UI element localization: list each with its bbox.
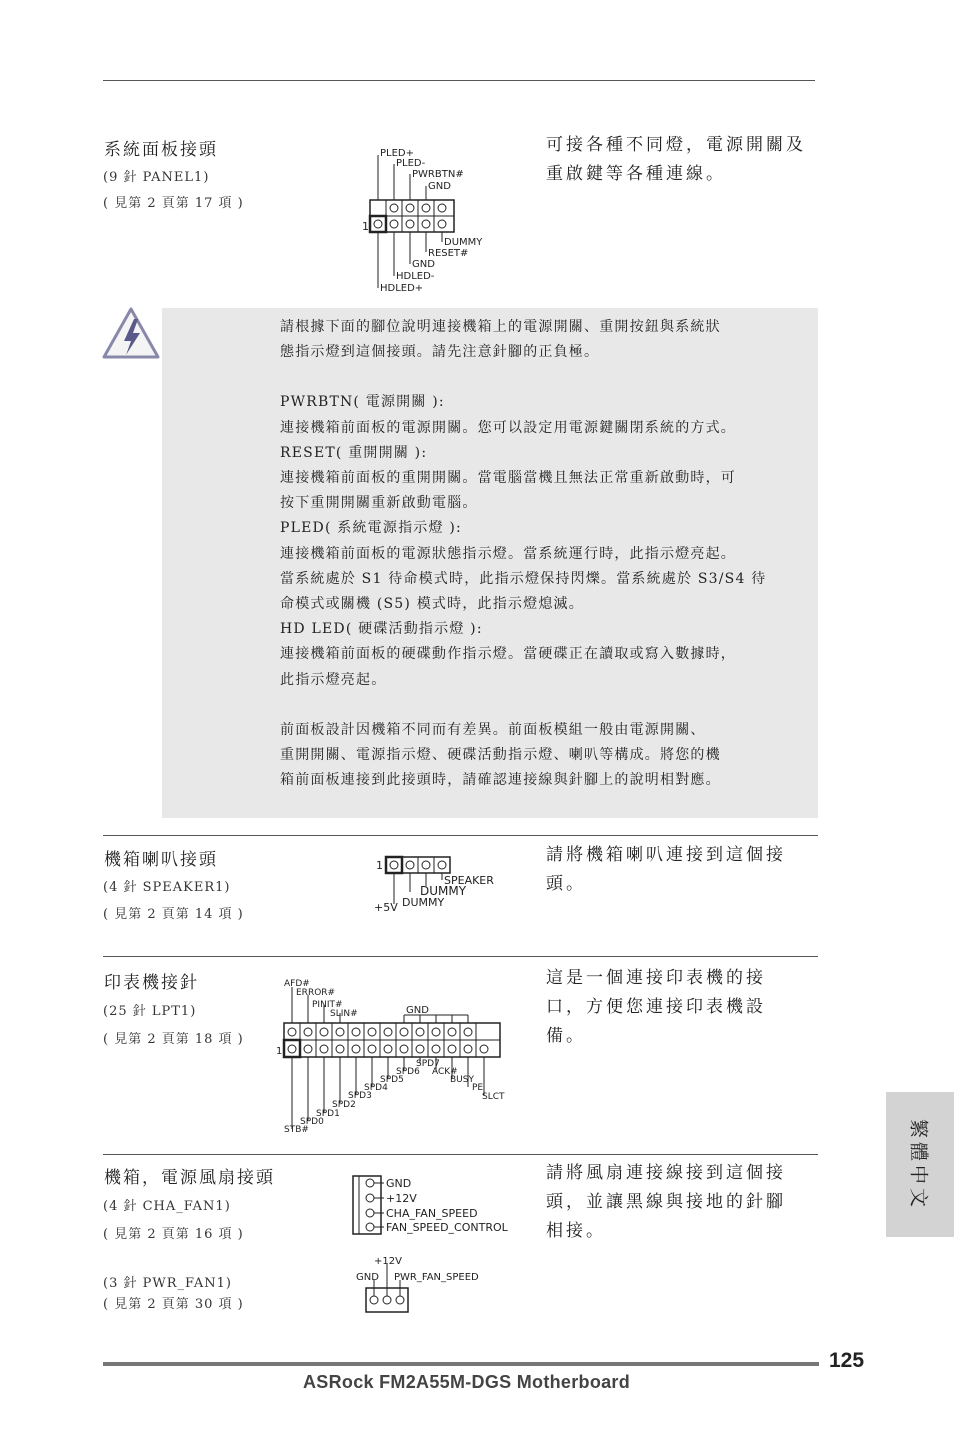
label-spd5: SPD5 [380,1075,404,1085]
fan-pins: (4 針 CHA_FAN1) [103,1199,231,1214]
label-pwr-gnd: GND [356,1272,379,1283]
speaker-divider [103,835,818,836]
label-error: ERROR# [296,988,336,998]
fan-desc-line: 頭，並讓黑線與接地的針腳 [546,1192,786,1212]
label-fan-speed-control: FAN_SPEED_CONTROL [386,1221,508,1234]
top-divider [103,80,815,81]
panel-desc-line: 可接各種不同燈，電源開關及 [546,135,806,155]
warning-icon [100,305,162,365]
note-line: 連接機箱前面板的硬碟動作指示燈。當硬碟正在讀取或寫入數據時， [280,646,736,663]
label-dummy-2: DUMMY [402,896,445,909]
speaker-pins: (4 針 SPEAKER1) [103,880,231,895]
note-heading-pled: PLED( 系統電源指示燈 ): [280,520,462,537]
label-stb: STB# [284,1125,309,1135]
label-gnd-top: GND [428,181,451,192]
label-cha-fan-speed: CHA_FAN_SPEED [386,1207,478,1220]
panel-description [546,131,806,189]
label-busy: BUSY [450,1075,474,1085]
label-slin: SLIN# [330,1009,358,1019]
page-number: 125 [829,1349,865,1372]
printer-title: 印表機接針 [104,973,199,993]
label-pled-minus: PLED- [396,158,426,169]
language-side-tab [886,1092,954,1237]
label-gnd: GND [406,1005,429,1016]
panel-ref: ( 見第 2 頁第 17 項 ) [103,196,244,211]
printer-description [546,964,766,1051]
note-line: 命模式或關機 (S5) 模式時，此指示燈熄滅。 [280,596,584,613]
label-speaker: SPEAKER [444,874,494,887]
label-pwr-12v: +12V [374,1256,402,1267]
printer-desc-line: 口，方便您連接印表機設 [546,997,766,1017]
panel-desc-line: 重啟鍵等各種連線。 [546,164,726,184]
footer-title: ASRock FM2A55M-DGS Motherboard [303,1372,631,1392]
label-dummy-1: DUMMY [420,884,467,898]
label-pin1: 1 [362,220,369,233]
label-hdled-plus: HDLED+ [380,283,424,294]
label-pled-plus: PLED+ [380,148,414,159]
fan-title: 機箱，電源風扇接頭 [104,1168,275,1188]
note-text [280,315,810,793]
speaker-pin1: 1 [376,859,383,872]
speaker-ref: ( 見第 2 頁第 14 項 ) [103,907,244,922]
pwr-fan-header-diagram [350,1252,490,1318]
fan-description [546,1159,786,1246]
label-gnd-bottom: GND [412,259,435,270]
panel-pins: (9 針 PANEL1) [103,170,210,185]
speaker-desc-line: 請將機箱喇叭連接到這個接 [546,845,786,865]
printer-desc-line: 這是一個連接印表機的接 [546,968,766,988]
label-fan-12v: +12V [386,1192,417,1205]
label-pwrbtn: PWRBTN# [412,169,464,180]
speaker-header-diagram [370,852,510,914]
label-spd1: SPD1 [316,1109,340,1119]
pwr-fan-ref: ( 見第 2 頁第 30 項 ) [103,1297,244,1312]
fan-desc-line: 相接。 [546,1221,606,1241]
note-line: 重開開關、電源指示燈、硬碟活動指示燈、喇叭等構成。將您的機 [280,747,721,764]
note-line: 當系統處於 S1 待命模式時，此指示燈保持閃爍。當系統處於 S3/S4 待 [280,570,767,587]
pwr-fan-pins: (3 針 PWR_FAN1) [103,1276,233,1291]
printer-desc-line: 備。 [546,1026,586,1046]
label-afd: AFD# [284,979,310,989]
note-line: 連接機箱前面板的電源開關。您可以設定用電源鍵關閉系統的方式。 [280,419,736,436]
cha-fan-header-diagram [348,1170,518,1238]
note-line: 態指示燈到這個接頭。請先注意針腳的正負極。 [280,344,600,361]
label-spd2: SPD2 [332,1100,356,1110]
note-line: 箱前面板連接到此接頭時，請確認連接線與針腳上的說明相對應。 [280,772,721,789]
label-pwr-fan-speed: PWR_FAN_SPEED [394,1272,479,1283]
note-line: 連接機箱前面板的重開開關。當電腦當機且無法正常重新啟動時，可 [280,470,736,487]
label-hdled-minus: HDLED- [396,271,435,282]
speaker-desc-line: 頭。 [546,874,586,894]
note-line: 按下重開開關重新啟動電腦。 [280,495,478,512]
label-spd7: SPD7 [416,1059,440,1069]
label-reset: RESET# [428,248,469,259]
printer-ref: ( 見第 2 頁第 18 項 ) [103,1032,244,1047]
label-ack: ACK# [432,1067,458,1077]
printer-pin1: 1 [276,1046,283,1057]
panel-title: 系統面板接頭 [104,140,218,160]
panel-header-diagram [360,140,500,298]
speaker-description [546,841,786,899]
label-spd4: SPD4 [364,1083,388,1093]
speaker-title: 機箱喇叭接頭 [104,850,218,870]
fan-divider [103,1154,818,1155]
side-tab-label: 繁體中文 [907,1118,930,1211]
footer-bar [103,1362,819,1366]
label-slct: SLCT [482,1092,505,1102]
label-spd0: SPD0 [300,1117,324,1127]
note-line: 連接機箱前面板的電源狀態指示燈。當系統運行時，此指示燈亮起。 [280,545,736,562]
note-line: 前面板設計因機箱不同而有差異。前面板模組一般由電源開關、 [280,721,706,738]
label-dummy: DUMMY [444,237,483,248]
printer-divider [103,956,818,957]
note-line: 此指示燈亮起。 [280,671,387,688]
fan-ref: ( 見第 2 頁第 16 項 ) [103,1227,244,1242]
printer-header-diagram [274,975,514,1135]
note-line: 請根據下面的腳位說明連接機箱上的電源開關、重開按鈕與系統狀 [280,319,721,335]
note-heading-hdled: HD LED( 硬碟活動指示燈 ): [280,621,483,638]
label-spd6: SPD6 [396,1067,420,1077]
label-spd3: SPD3 [348,1091,372,1101]
printer-pins: (25 針 LPT1) [103,1004,197,1019]
fan-desc-line: 請將風扇連接線接到這個接 [546,1163,786,1183]
label-fan-gnd: GND [386,1177,412,1190]
note-heading-reset: RESET( 重開開關 ): [280,444,428,461]
label-plus5v: +5V [374,901,398,914]
label-pinit: PINIT# [312,1000,343,1010]
label-pe: PE [472,1083,484,1093]
note-heading-pwrbtn: PWRBTN( 電源開關 ): [280,394,445,411]
